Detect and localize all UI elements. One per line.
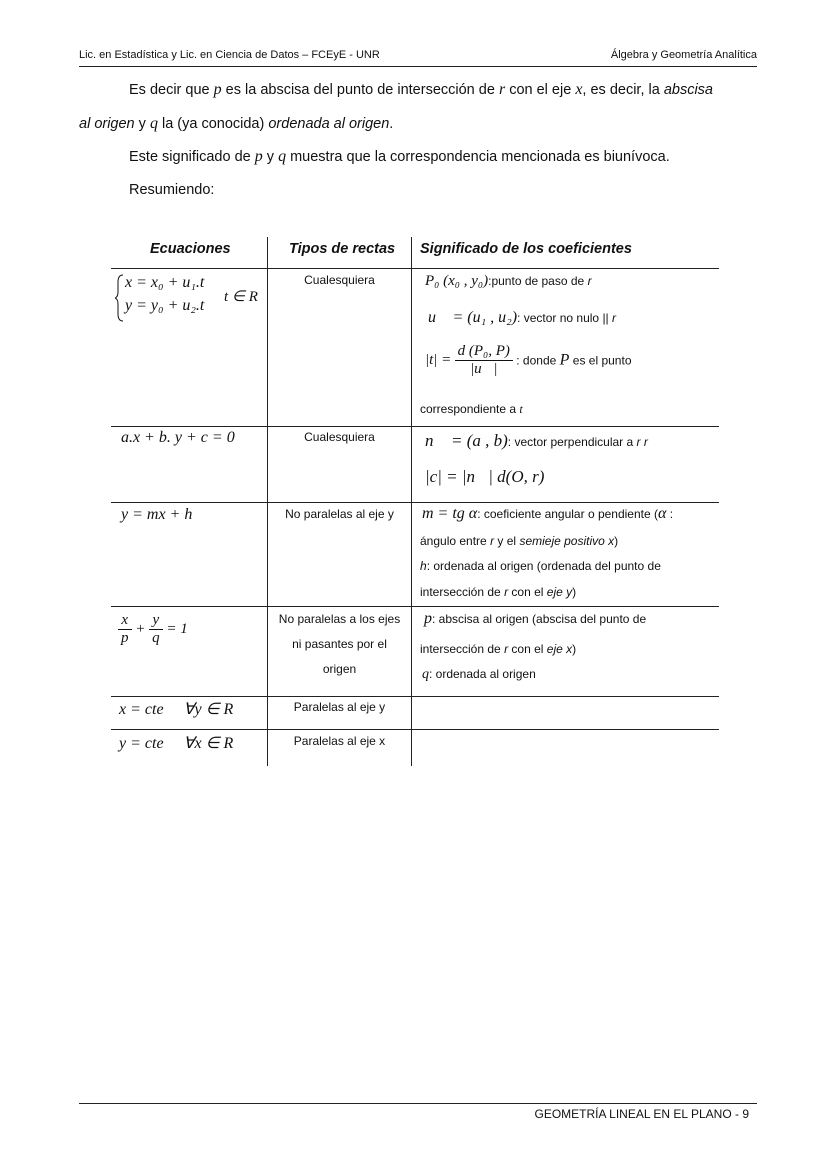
line-type: Cualesquiera	[304, 430, 375, 444]
text-italic: semieje positivo x	[519, 534, 615, 548]
line-type: No paralelas al eje y	[285, 507, 394, 521]
text: :punto de paso de	[488, 274, 585, 288]
meaning-slope	[422, 505, 714, 523]
quantifier: ∀x ∈ R	[183, 735, 234, 752]
math: |t| =	[425, 352, 452, 368]
line-type: Cualesquiera	[304, 273, 375, 287]
text: : ordenada al origen	[429, 667, 536, 681]
text: )	[572, 585, 577, 599]
meaning-parameter	[425, 343, 632, 378]
numerator: d (P₀, P)	[455, 343, 513, 361]
meaning-ordenada	[422, 667, 536, 683]
rhs: = 1	[166, 621, 188, 637]
text: es el punto	[572, 353, 632, 368]
text-italic: r	[490, 534, 495, 548]
fraction-x-p	[118, 612, 132, 647]
equation: y = cte	[119, 735, 164, 752]
text-italic: r r	[636, 435, 648, 449]
line-type-l3: origen	[322, 662, 357, 676]
text: y el	[497, 534, 517, 548]
header-subject: Álgebra y Geometría Analítica	[610, 49, 757, 61]
text: )	[572, 642, 577, 656]
text: la (ya conocida)	[161, 116, 265, 132]
footer-rule	[79, 1103, 757, 1104]
math: q	[422, 667, 429, 682]
equation-slope-intercept: y = mx + h	[121, 506, 193, 523]
meaning-abscisa-cont	[420, 642, 576, 656]
math: m = tg α	[422, 505, 478, 522]
text-italic: r	[504, 585, 509, 599]
text: : vector no nulo	[517, 311, 600, 325]
equation-y-param: y = y₀ + u₂.t	[125, 297, 205, 314]
text-italic: abscisa	[663, 82, 713, 98]
denominator: q	[152, 630, 160, 646]
text: , es decir, la	[582, 82, 660, 98]
equation-x-param: x = x₀ + u₁.t	[125, 274, 205, 291]
equation: x = cte	[119, 701, 164, 718]
math-q: q	[278, 148, 287, 165]
text-italic: ordenada al origen	[268, 116, 390, 132]
text: muestra que la correspondencia mencionada es biunívoca.	[290, 149, 670, 165]
math: P	[559, 351, 570, 369]
text-italic: r	[587, 274, 592, 288]
meaning-angle	[420, 534, 618, 548]
plus: +	[135, 621, 146, 637]
meaning-vector	[428, 309, 616, 327]
math: p	[424, 610, 432, 627]
meaning-distance: |c| = |n⃗| d(O, r)	[425, 467, 545, 486]
page-footer: GEOMETRÍA LINEAL EN EL PLANO - 9	[534, 1107, 749, 1121]
text: ||	[602, 311, 609, 325]
equation-vertical	[119, 699, 233, 719]
math-x: x	[575, 81, 583, 98]
text: Es decir que	[129, 82, 210, 98]
math: n⃗ = (a , b)	[425, 431, 508, 450]
math-p: p	[213, 81, 222, 98]
text: : donde	[516, 353, 557, 368]
header-course: Lic. en Estadística y Lic. en Ciencia de Datos – FCEyE - UNR	[79, 49, 380, 61]
meaning-intercept	[420, 559, 712, 573]
math: P₀ (x₀ , y₀)	[425, 273, 489, 289]
fraction	[455, 343, 513, 378]
text: : vector perpendicular a	[507, 435, 634, 449]
text: intersección de	[420, 585, 501, 599]
line-type-l1: No paralelas a los ejes	[278, 612, 401, 626]
text: : abscisa al origen (abscisa del punto de	[432, 612, 647, 626]
math-p: p	[254, 148, 263, 165]
text-italic: eje x	[546, 642, 573, 656]
equation-general: a.x + b. y + c = 0	[121, 429, 235, 446]
meaning-normal	[425, 431, 648, 451]
meaning-abscisa	[424, 610, 716, 628]
meaning-intercept-cont	[420, 585, 576, 599]
text: es la abscisa del punto de intersección de	[225, 82, 495, 98]
row-divider	[111, 606, 719, 607]
denominator: |u⃗|	[470, 361, 498, 377]
meaning-point	[425, 273, 592, 290]
row-divider	[111, 729, 719, 730]
text: correspondiente a	[420, 402, 517, 416]
text-italic: eje y	[546, 585, 573, 599]
text: )	[614, 534, 619, 548]
line-type: Paralelas al eje x	[293, 734, 386, 748]
math: α	[658, 505, 667, 522]
fraction-y-q	[149, 612, 163, 647]
text: Este significado de	[129, 149, 251, 165]
text: con el	[511, 642, 544, 656]
paragraph-line-4: Resumiendo:	[129, 182, 215, 198]
text: : ordenada al origen (ordenada del punto de	[426, 559, 661, 573]
equation-horizontal	[119, 733, 233, 753]
header-significado: Significado de los coeficientes	[420, 241, 632, 257]
header-ecuaciones: Ecuaciones	[150, 241, 231, 257]
text: intersección de	[420, 642, 501, 656]
math: u⃗ = (u₁ , u₂)	[428, 309, 518, 326]
text: .	[389, 116, 394, 132]
numerator: x	[118, 612, 132, 630]
text: : coeficiente angular o pendiente (	[477, 507, 658, 521]
text: con el eje	[509, 82, 572, 98]
row-divider	[111, 426, 719, 427]
text-italic: r	[612, 311, 617, 325]
text: y	[138, 116, 146, 132]
quantifier: ∀y ∈ R	[183, 701, 234, 718]
denominator: p	[121, 630, 129, 646]
text-italic: r	[504, 642, 509, 656]
text: :	[669, 507, 674, 521]
text-italic: h	[420, 559, 427, 573]
brace-icon	[115, 274, 125, 322]
line-type-l2: ni pasantes por el	[292, 637, 387, 651]
text: ángulo entre	[420, 534, 487, 548]
text-italic: al origen	[79, 116, 135, 132]
equation-t-domain: t ∈ R	[224, 289, 258, 305]
math-r: r	[498, 81, 506, 98]
numerator: y	[149, 612, 163, 630]
text: con el	[511, 585, 544, 599]
header-tipos: Tipos de rectas	[289, 241, 396, 257]
row-divider	[111, 696, 719, 697]
equation-segments	[118, 612, 188, 647]
line-type: Paralelas al eje y	[293, 700, 386, 714]
text: y	[266, 149, 275, 165]
math: t	[519, 402, 523, 416]
row-divider	[111, 502, 719, 503]
meaning-parameter-cont	[420, 402, 523, 417]
row-divider	[111, 268, 719, 269]
math-q: q	[149, 115, 158, 132]
